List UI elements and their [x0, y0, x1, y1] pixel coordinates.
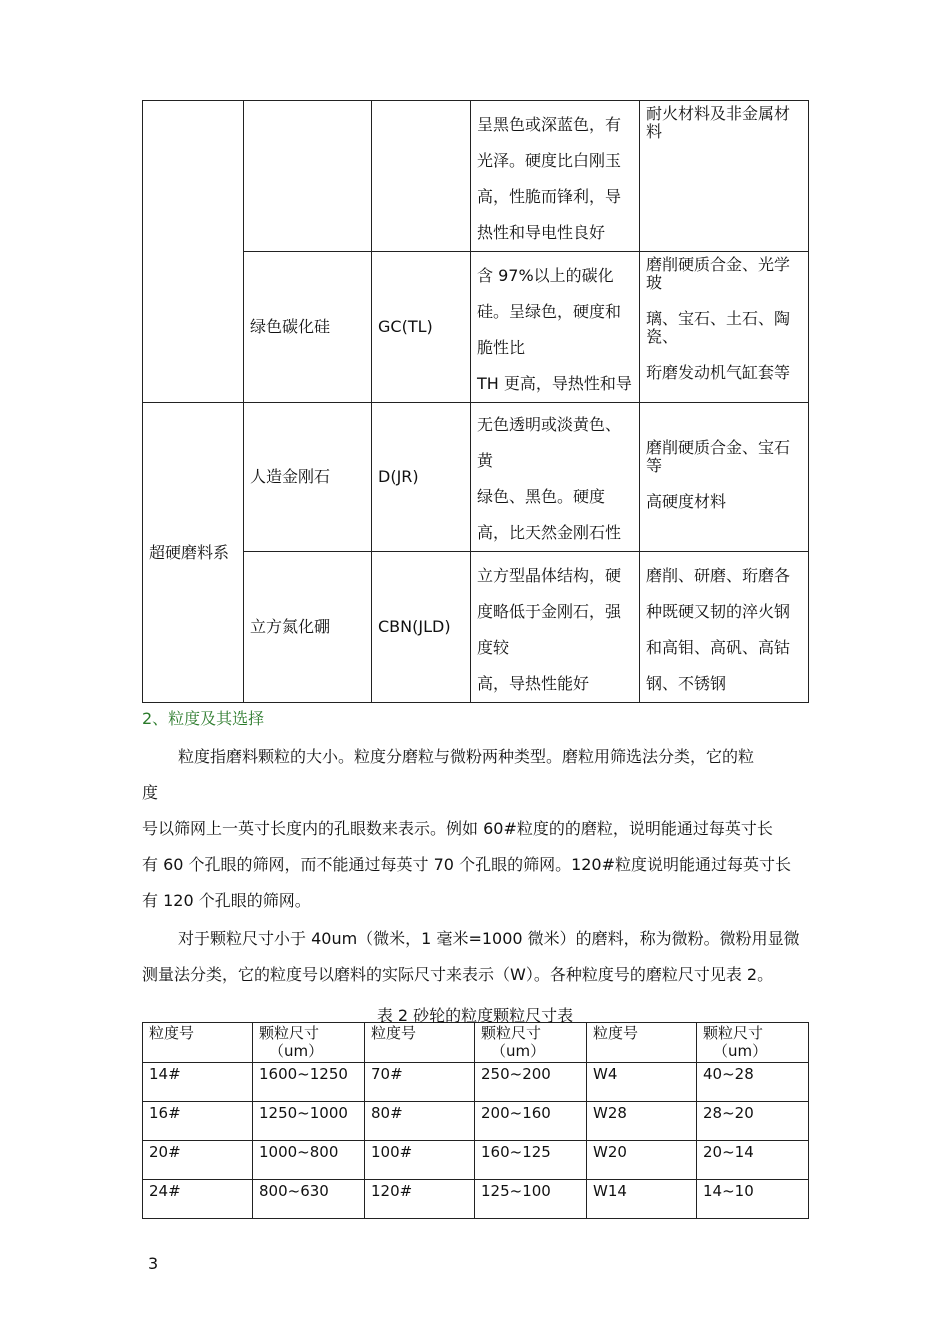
text-line: 黄 [477, 451, 494, 470]
text-line: 磨削硬质合金、宝石 [646, 438, 791, 457]
header-label: 粒度号 [149, 1024, 195, 1042]
table-cell: 100# [365, 1141, 475, 1180]
name-cell [244, 101, 372, 252]
text-line: 无色透明或淡黄色、 [477, 415, 622, 434]
table-cell: 160~125 [475, 1141, 587, 1180]
table-cell: W28 [587, 1102, 697, 1141]
text-line: 耐火材料及非金属材 [646, 104, 791, 123]
usage-cell [640, 101, 809, 252]
page-number: 3 [148, 1254, 159, 1273]
table-cell: 120# [365, 1180, 475, 1219]
code-cell [372, 552, 471, 703]
text-line: 高硬度材料 [646, 492, 727, 511]
table-row [143, 1180, 809, 1219]
header-cell [253, 1023, 365, 1063]
text-line: 料 [646, 122, 663, 141]
paragraph-grain-size [142, 739, 808, 919]
paragraph-micro-powder [142, 921, 808, 993]
property-cell [471, 403, 640, 552]
header-cell [143, 1023, 253, 1063]
table-cell: 28~20 [697, 1102, 809, 1141]
table-cell: 20~14 [697, 1141, 809, 1180]
name-cell [244, 403, 372, 552]
header-cell [697, 1023, 809, 1063]
table-cell: 80# [365, 1102, 475, 1141]
text-line: 光泽。硬度比白刚玉 [477, 151, 622, 170]
text-line: 瓷、 [646, 327, 679, 346]
table-cell: 20# [143, 1141, 253, 1180]
table-cell: W4 [587, 1063, 697, 1102]
table-cell: W14 [587, 1180, 697, 1219]
table-cell: 14~10 [697, 1180, 809, 1219]
header-cell [587, 1023, 697, 1063]
header-unit: （um） [269, 1042, 324, 1060]
text-line: 珩磨发动机气缸套等 [646, 363, 791, 382]
table-cell: 800~630 [253, 1180, 365, 1219]
table-cell: 24# [143, 1180, 253, 1219]
text-line: 呈黑色或深蓝色，有 [477, 115, 622, 134]
text-line: 对于颗粒尺寸小于 40um（微米，1 毫米=1000 微米）的磨料，称为微粉。微粉用显微 [178, 929, 800, 948]
text-line: 和高钼、高矾、高钴 [646, 638, 791, 657]
abrasive-code: D(JR) [378, 467, 419, 486]
code-cell [372, 101, 471, 252]
category-cell [143, 403, 244, 703]
table-row [143, 403, 809, 552]
table-caption: 表 2 砂轮的粒度颗粒尺寸表 [376, 1006, 574, 1025]
table-cell: 1000~800 [253, 1141, 365, 1180]
section-heading: 2、粒度及其选择 [142, 709, 265, 728]
code-cell [372, 403, 471, 552]
header-label: 粒度号 [371, 1024, 417, 1042]
usage-cell [640, 252, 809, 403]
text-line: 高，性脆而锋利，导 [477, 187, 622, 206]
category-label: 超硬磨料系 [149, 542, 230, 562]
header-unit: （um） [491, 1042, 546, 1060]
text-line: 种既硬又韧的淬火钢 [646, 602, 791, 621]
table-cell: W20 [587, 1141, 697, 1180]
table-cell: 125~100 [475, 1180, 587, 1219]
abrasive-name: 绿色碳化硅 [250, 317, 331, 336]
header-cell [365, 1023, 475, 1063]
text-line: 玻 [646, 273, 663, 292]
text-line: 度略低于金刚石，强 [477, 602, 622, 621]
header-cell [475, 1023, 587, 1063]
usage-cell [640, 552, 809, 703]
table-cell: 250~200 [475, 1063, 587, 1102]
text-line: 度较 [477, 638, 510, 657]
abrasive-code: CBN(JLD) [378, 617, 451, 636]
table-header-row [143, 1023, 809, 1063]
table-row [143, 101, 809, 252]
header-label: 粒度号 [593, 1024, 639, 1042]
text-line: 热性和导电性良好 [477, 223, 606, 242]
table-cell: 40~28 [697, 1063, 809, 1102]
text-line: 度 [142, 783, 159, 802]
property-cell [471, 552, 640, 703]
name-cell [244, 252, 372, 403]
text-line: 高，导热性能好 [477, 674, 590, 693]
text-line: 璃、宝石、土石、陶 [646, 309, 791, 328]
abrasive-name: 立方氮化硼 [250, 617, 331, 636]
category-cell [143, 101, 244, 403]
header-label: 颗粒尺寸 [259, 1024, 320, 1042]
header-label: 颗粒尺寸 [703, 1024, 764, 1042]
text-line: 等 [646, 456, 663, 475]
text-line: 粒度指磨料颗粒的大小。粒度分磨粒与微粉两种类型。磨粒用筛选法分类，它的粒 [178, 747, 755, 766]
table-cell: 1250~1000 [253, 1102, 365, 1141]
table-cell: 1600~1250 [253, 1063, 365, 1102]
text-line: 测量法分类，它的粒度号以磨料的实际尺寸来表示（W）。各种粒度号的磨粒尺寸见表 2。 [142, 965, 774, 984]
text-line: 有 120 个孔眼的筛网。 [142, 891, 311, 910]
text-line: 绿色、黑色。硬度 [477, 487, 606, 506]
abrasive-name: 人造金刚石 [250, 467, 331, 486]
property-cell [471, 101, 640, 252]
text-line: 磨削硬质合金、光学 [646, 255, 791, 274]
text-line: 硅。呈绿色，硬度和 [477, 302, 622, 321]
code-cell [372, 252, 471, 403]
property-cell [471, 252, 640, 403]
table-cell: 16# [143, 1102, 253, 1141]
usage-cell [640, 403, 809, 552]
text-line: 高，比天然金刚石性 [477, 523, 622, 542]
text-line: 含 97%以上的碳化 [477, 266, 614, 285]
header-label: 颗粒尺寸 [481, 1024, 542, 1042]
text-line: 脆性比 [477, 338, 526, 357]
table-cell: 200~160 [475, 1102, 587, 1141]
text-line: 有 60 个孔眼的筛网，而不能通过每英寸 70 个孔眼的筛网。120#粒度说明能通过每英寸长 [142, 855, 792, 874]
table-cell: 70# [365, 1063, 475, 1102]
text-line: 立方型晶体结构，硬 [477, 566, 622, 585]
grain-size-table [142, 1022, 809, 1219]
table-row [143, 1141, 809, 1180]
table-cell: 14# [143, 1063, 253, 1102]
text-line: 钢、不锈钢 [646, 674, 727, 693]
name-cell [244, 552, 372, 703]
header-unit: （um） [713, 1042, 768, 1060]
text-line: 磨削、研磨、珩磨各 [646, 566, 791, 585]
text-line: 号以筛网上一英寸长度内的孔眼数来表示。例如 60#粒度的的磨粒，说明能通过每英寸长 [142, 819, 773, 838]
text-line: TH 更高，导热性和导 [477, 374, 632, 393]
table-row [143, 1063, 809, 1102]
abrasive-code: GC(TL) [378, 317, 433, 336]
table-row [143, 1102, 809, 1141]
abrasive-table [142, 100, 809, 703]
